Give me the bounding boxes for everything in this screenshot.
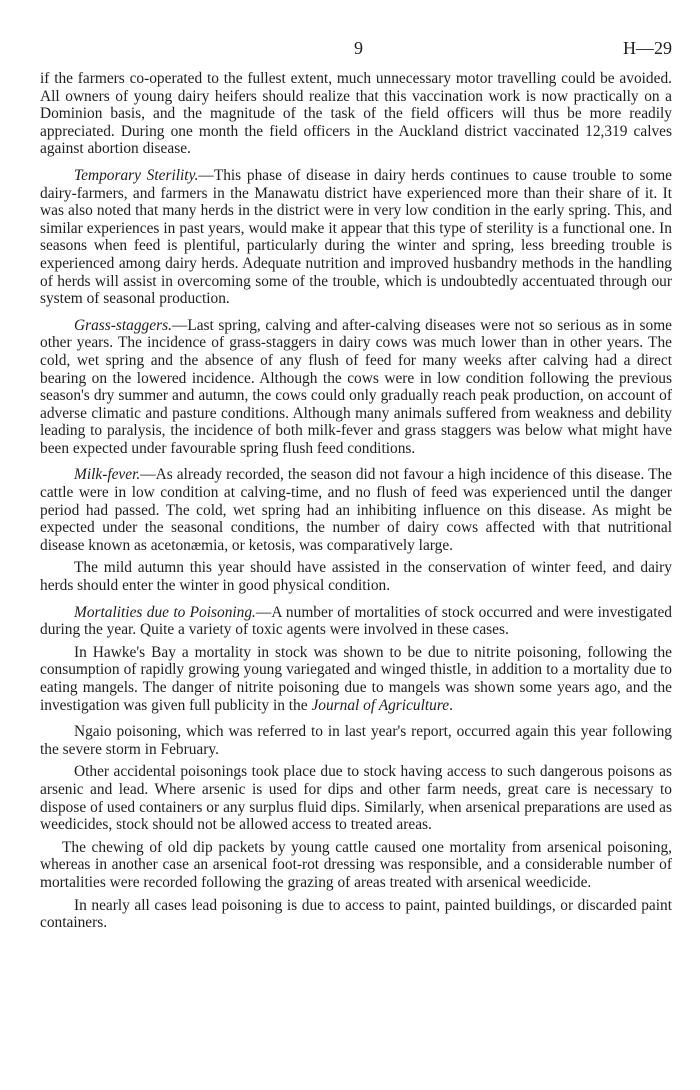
paragraph-grass-staggers: [40, 317, 672, 458]
paragraph-dip-packets: [40, 839, 672, 892]
paragraph-text: if the farmers co-operated to the fullest extent, much unnecessary motor travelling could be avoided. All owners of young dairy heifers should realize that this vaccination work is now practically on a Dominion basis, and the magnitude of the task of the field officers will thus be more readily appreciated. During one month the field officers in the Auckland district vaccinated 12,319 calves against abortion disease.: [40, 70, 672, 158]
paragraph-temporary-sterility: [40, 167, 672, 308]
series-code: H—29: [623, 38, 672, 58]
paragraph-milk-fever: [40, 466, 672, 554]
paragraph-text: —Last spring, calving and after-calving diseases were not so serious as in some other years. The incidence of grass-staggers in dairy cows was much lower than in other years. The cold, wet spring and the absence of any flush of feed for many weeks after calving had a direct bearing on the lowered incidence. Although the cows were in low condition following the previous season's dry summer and autumn, the cows could only gradually reach peak production, on account of adverse climatic and pasture conditions. Although many animals suffered from weakness and debility leading to paralysis, the incidence of both milk-fever and grass staggers was below what might have been expected under favourable spring flush feed conditions.: [40, 316, 672, 457]
paragraph-mortalities-poisoning: [40, 604, 672, 639]
page-header: [40, 40, 672, 70]
journal-title: Journal of Agriculture: [311, 696, 450, 714]
paragraph-text: In Hawke's Bay a mortality in stock was shown to be due to nitrite poisoning, following the consumption of rapidly growing young variegated and winged thistle, in addition to a mortality due to eating mangels. The danger of nitrite poisoning due to mangels was shown some years ago, and the investigation was given full publicity in the: [40, 643, 672, 714]
paragraph-text: —This phase of disease in dairy herds continues to cause trouble to some dairy-farmers, and farmers in the Manawatu district have experienced more than their share of it. It was also noted that many herds in the district were in very low condition in the early spring. This, and similar experiences in past years, would make it appear that this type of sterility is a functional one. In seasons when feed is plentiful, particularly during the winter and spring, less breeding trouble is experienced among dairy herds. Adequate nutrition and improved husbandry methods in the handling of herds will assist in overcoming some of the trouble, which is undoubtedly accentuated through our system of seasonal production.: [40, 166, 672, 308]
section-heading: Temporary Sterility.: [74, 166, 199, 184]
page-number: 9: [354, 38, 363, 58]
paragraph-text: In nearly all cases lead poisoning is due to access to paint, painted buildings, or discarded paint containers.: [40, 896, 672, 932]
paragraph-text: Ngaio poisoning, which was referred to in last year's report, occurred again this year following the severe storm in February.: [40, 723, 672, 758]
paragraph-text: —A number of mortalities of stock occurred and were investigated during the year. Quite a variety of toxic agents were involved in these cases.: [40, 603, 673, 639]
section-heading: Grass-staggers.: [74, 316, 172, 334]
paragraph-ngaio-poisoning: [40, 723, 672, 758]
paragraph-text: The chewing of old dip packets by young cattle caused one mortality from arsenical poisoning, whereas in another case an arsenical foot-rot dressing was responsible, and a considerable number of mortalities were recorded following the grazing of areas treated with arsenical weedicide.: [40, 838, 672, 891]
paragraph-text: Other accidental poisonings took place due to stock having access to such dangerous poisons as arsenic and lead. Where arsenic is used for dips and other farm needs, great care is necessary to dispose of used containers or any surplus fluid dips. Similarly, when arsenical preparations are used as weedicides, stock should not be allowed access to treated areas.: [40, 763, 672, 834]
paragraph-lead-poisoning: [40, 897, 672, 932]
paragraph-mild-autumn: [40, 559, 672, 594]
paragraph-accidental-poisonings: [40, 763, 672, 833]
paragraph-text: The mild autumn this year should have assisted in the conservation of winter feed, and dairy herds should enter the winter in good physical condition.: [40, 559, 672, 595]
section-heading: Milk-fever.: [74, 466, 141, 484]
paragraph-hawkes-bay: [40, 644, 672, 714]
paragraph-text-end: .: [449, 696, 453, 714]
section-heading: Mortalities due to Poisoning.: [74, 603, 256, 621]
paragraph-text: —As already recorded, the season did not favour a high incidence of this disease. The cattle were in low condition at calving-time, and no flush of feed was experienced until the danger period had passed. The cold, wet spring had an inhibiting influence on this disease. As might be expected under the seasonal conditions, the number of dairy cows affected with that nutritional disease known as acetonæmia, or ketosis, was comparatively large.: [40, 466, 672, 554]
paragraph-vaccination-continued: [40, 70, 672, 158]
